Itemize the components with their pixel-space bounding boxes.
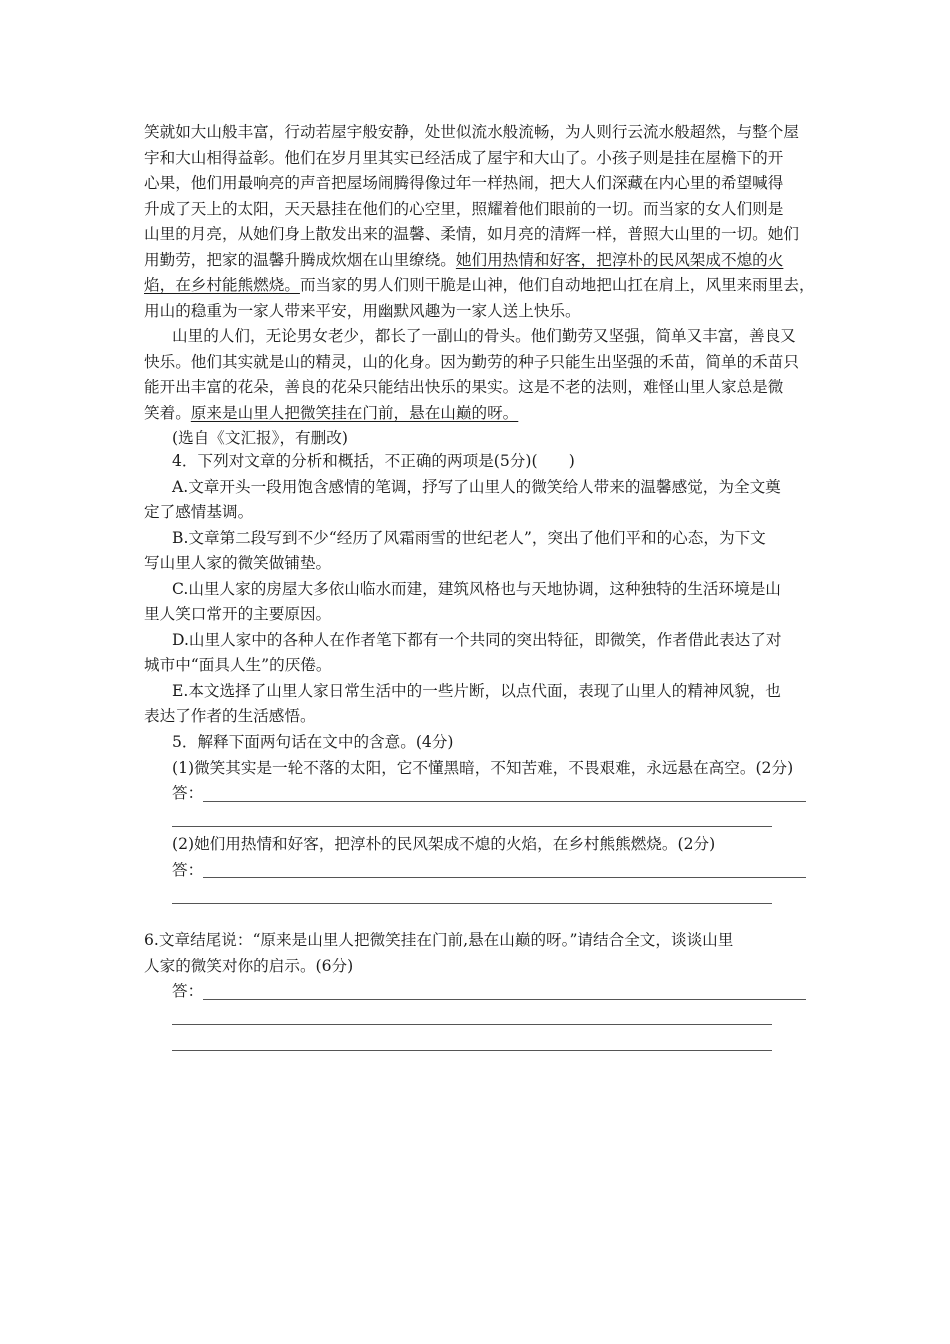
option-d: D.山里人家中的各种人在作者笔下都有一个共同的突出特征，即微笑，作者借此表达了对 [172,630,782,649]
text-line: 能开出丰富的花朵，善良的花朵只能结出快乐的果实。这是不老的法则，难怪山里人家总是微 [144,378,784,396]
sub-question-1: (1)微笑其实是一轮不落的太阳，它不懂黑暗，不知苦难，不畏艰难，永远悬在高空。(2分) [172,758,794,777]
answer-blank[interactable] [203,801,806,802]
option-e: E.本文选择了山里人家日常生活中的一些片断，以点代面，表现了山里人的精神风貌，也 [172,681,781,700]
underlined-sentence: 焰，在乡村能熊燃烧。 [144,276,300,294]
text-line: 笑着。原来是山里人把微笑挂在门前，悬在山巅的呀。 [144,403,519,422]
option-e-cont: 表达了作者的生活感悟。 [144,707,316,725]
answer-blank[interactable] [203,999,806,1000]
underlined-sentence: 她们用热情和好客，把淳朴的民风架成不熄的火 [455,250,784,269]
passage-paragraph-2 [144,324,824,452]
question-6 [144,928,824,1056]
passage-paragraph-1 [144,120,824,324]
text-line: 山里的人们，无论男女老少，都长了一副山的骨头。他们勤劳又坚强，简单又丰富，善良又 [172,327,796,345]
text-line: 用勤劳，把家的温馨升腾成炊烟在山里缭绕。她们用热情和好客，把淳朴的民风架成不熄的火 [144,250,784,269]
text-line: 宇和大山相得益彰。他们在岁月里其实已经活成了屋宇和大山了。小孩子则是挂在屋檐下的开 [144,148,784,167]
option-c-cont: 里人笑口常开的主要原因。 [144,605,332,623]
answer-field-3[interactable] [144,979,824,1005]
answer-blank[interactable] [144,883,824,909]
text-line: 山里的月亮，从她们身上散发出来的温馨、柔情，如月亮的清辉一样，普照大山里的一切。她们 [144,225,799,243]
option-a-cont: 定了感情基调。 [144,503,254,521]
text-line: 用山的稳重为一家人带来平安，用幽默风趣为一家人送上快乐。 [144,301,581,320]
answer-label: 答： [172,982,204,1000]
answer-field-1[interactable] [144,781,824,807]
answer-field-2[interactable] [144,858,824,884]
answer-label: 答： [172,860,204,879]
sub-question-2: (2)她们用热情和好客，把淳朴的民风架成不熄的火焰，在乡村熊熊燃烧。(2分) [172,835,716,853]
text-line: 升成了天上的太阳，天天悬挂在他们的心空里，照耀着他们眼前的一切。而当家的女人们则是 [144,199,784,218]
answer-blank[interactable] [144,1030,824,1056]
question-4 [144,449,824,730]
question-stem: 6.文章结尾说：“原来是山里人把微笑挂在门前,悬在山巅的呀。”请结合全文，谈谈山里 [144,931,734,949]
text-line: 焰，在乡村能熊燃烧。而当家的男人们则干脆是山神，他们自动地把山扛在肩上，风里来雨里去， [144,276,815,294]
answer-blank[interactable] [144,807,824,833]
answer-label: 答： [172,784,204,802]
option-c: C.山里人家的房屋大多依山临水而建，建筑风格也与天地协调，这种独特的生活环境是山 [172,579,781,598]
text-line: 心果，他们用最响亮的声音把屋场闹腾得像过年一样热闹，把大人们深藏在内心里的希望喊得 [144,174,784,192]
option-b: B.文章第二段写到不少“经历了风霜雨雪的世纪老人”，突出了他们平和的心态，为下文 [172,528,766,547]
question-stem: 4．下列对文章的分析和概括，不正确的两项是(5分)( ) [172,452,575,470]
answer-blank[interactable] [203,877,806,878]
text-line: 快乐。他们其实就是山的精灵，山的化身。因为勤劳的种子只能生出坚强的禾苗，简单的禾苗只 [144,352,799,371]
option-d-cont: 城市中“面具人生”的厌倦。 [144,656,332,674]
option-b-cont: 写山里人家的微笑做铺垫。 [144,554,332,572]
underlined-sentence: 原来是山里人把微笑挂在门前，悬在山巅的呀。 [190,403,519,422]
question-stem: 5．解释下面两句话在文中的含意。(4分) [172,733,454,751]
source-note: (选自《文汇报》，有删改) [172,429,348,447]
option-a: A.文章开头一段用饱含感情的笔调，抒写了山里人的微笑给人带来的温馨感觉，为全文奠 [172,477,781,496]
text-line: 笑就如大山般丰富，行动若屋宇般安静，处世似流水般流畅，为人则行云流水般超然，与整个屋 [144,123,799,141]
answer-blank[interactable] [144,1005,824,1031]
question-stem-cont: 人家的微笑对你的启示。(6分) [144,956,354,975]
question-5 [144,730,824,909]
